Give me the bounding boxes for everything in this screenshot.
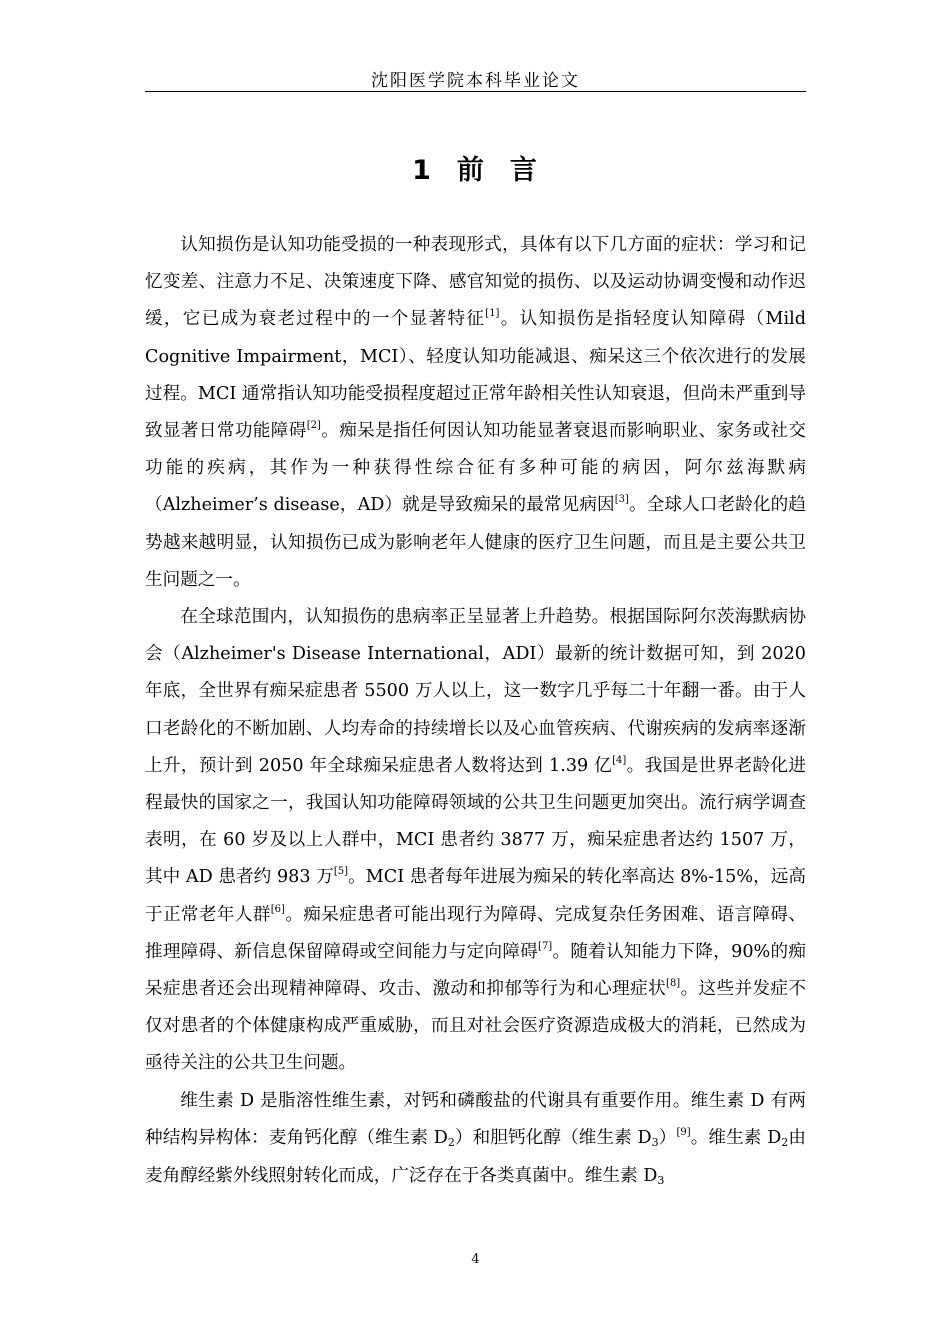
paragraph-text: 。痴呆是指任何因认知功能显著衰退而影响职业、家务或社交功能的疾病，其作为一种获得性综合征有多种可能的病因，阿尔兹海默病（Alzheimer’s disease，AD）就是导致痴呆的最常见病因 bbox=[145, 421, 806, 516]
section-number: 1 bbox=[412, 155, 433, 186]
citation: [1] bbox=[485, 308, 500, 320]
section-title-part-2: 言 bbox=[509, 155, 539, 186]
paragraph-text: ） bbox=[658, 1127, 677, 1148]
paragraph-text: 。全球人口老龄化的趋势越来越明显，认知损伤已成为影响老年人健康的医疗卫生问题，而且是主要公共卫生问题之一。 bbox=[145, 495, 806, 590]
paragraph-text: 。这些并发症不仅对患者的个体健康构成严重威胁，而且对社会医疗资源造成极大的消耗，已然成为亟待关注的公共卫生问题。 bbox=[145, 979, 806, 1074]
paragraph-text: 。认知损伤是指轻度认知障碍（Mild Cognitive Impairment，MCI）、轻度认知功能减退、痴呆这三个依次进行的发展过程。MCI 通常指认知功能受损程度超过正常年龄相关性认知衰退，但尚未严重到导致显著日常功能障碍 bbox=[145, 309, 806, 442]
paragraph-3 bbox=[145, 1083, 806, 1197]
citation: [2] bbox=[306, 420, 321, 432]
paragraph-text: 由麦角醇经紫外线照射转化而成，广泛存在于各类真菌中。维生素 D bbox=[145, 1127, 806, 1187]
paragraph-text: 在全球范围内，认知损伤的患病率正呈显著上升趋势。根据国际阿尔茨海默病协会（Alzheimer's Disease International，ADI）最新的统计数据可知，到 2020 年底，全世界有痴呆症患者 5500 万人以上，这一数字几乎每二十年翻一番。由于人口老龄化的不断加剧、人均寿命的持续增长以及心血管疾病、代谢疾病的发病率逐渐上升，预计到 2050 年全球痴呆症患者人数将达到 1.39 亿 bbox=[145, 607, 806, 776]
page-number: 4 bbox=[471, 1252, 480, 1267]
paragraph-text: ）和胆钙化醇（维生素 D bbox=[454, 1127, 652, 1148]
citation: [9] bbox=[676, 1126, 691, 1138]
paragraph-text: 。痴呆症患者可能出现行为障碍、完成复杂任务困难、语言障碍、推理障碍、新信息保留障碍或空间能力与定向障碍 bbox=[145, 904, 806, 962]
citation: [4] bbox=[612, 754, 627, 766]
running-header: 沈阳医学院本科毕业论文 bbox=[371, 71, 580, 91]
paragraph-1 bbox=[145, 227, 806, 599]
citation: [8] bbox=[666, 978, 681, 990]
header-rule bbox=[145, 91, 806, 92]
body-text bbox=[145, 227, 806, 1196]
section-title-part-1: 前 bbox=[456, 155, 486, 186]
citation: [5] bbox=[333, 866, 349, 878]
paragraph-text: 。随着认知能力下降，90%的痴呆症患者还会出现精神障碍、攻击、激动和抑郁等行为和心理症状 bbox=[145, 941, 806, 1000]
citation: [3] bbox=[614, 494, 629, 506]
section-title bbox=[145, 148, 806, 187]
citation: [6] bbox=[270, 903, 285, 915]
paragraph-2 bbox=[145, 599, 806, 1083]
paragraph-text: 。我国是世界老龄化进程最快的国家之一，我国认知功能障碍领域的公共卫生问题更加突出。流行病学调查表明，在 60 岁及以上人群中，MCI 患者约 3877 万，痴呆症患者达约 1507 万，其中 AD 患者约 983 万 bbox=[145, 755, 806, 888]
paragraph-text: 认知损伤是认知功能受损的一种表现形式，具体有以下几方面的症状：学习和记忆变差、注意力不足、决策速度下降、感官知觉的损伤、以及运动协调变慢和动作迟缓，它已成为衰老过程中的一个显著特征 bbox=[145, 235, 806, 330]
paragraph-text: 。MCI 患者每年进展为痴呆的转化率高达 8%-15%，远高于正常老年人群 bbox=[145, 867, 806, 925]
citation: [7] bbox=[538, 940, 553, 952]
subscript: 3 bbox=[657, 1174, 665, 1188]
subscript: 2 bbox=[781, 1135, 789, 1149]
paragraph-text: 。维生素 D bbox=[690, 1127, 782, 1148]
subscript: 2 bbox=[447, 1135, 455, 1149]
subscript: 3 bbox=[651, 1135, 659, 1149]
paragraph-text: 维生素 D 是脂溶性维生素，对钙和磷酸盐的代谢具有重要作用。维生素 D 有两种结构异构体：麦角钙化醇（维生素 D bbox=[145, 1090, 806, 1148]
